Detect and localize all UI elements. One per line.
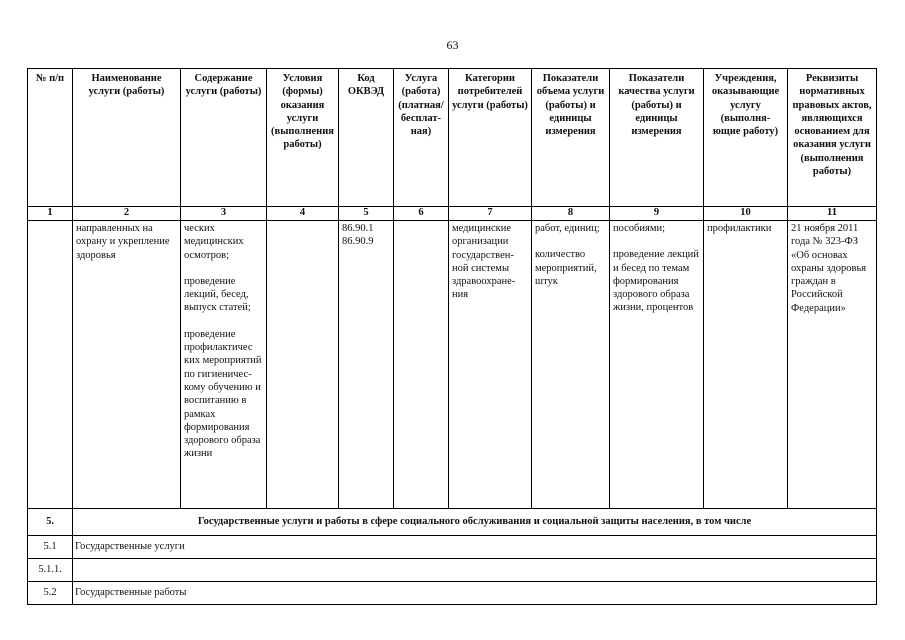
section-title: Государственные услуги: [73, 536, 877, 559]
content-item: проведение лекций, бесед, выпуск статей;: [184, 275, 251, 314]
header-cell: Код ОКВЭД: [339, 69, 394, 207]
column-number: 10: [704, 207, 788, 221]
column-number: 3: [181, 207, 267, 221]
header-cell: Показатели объема услуги (работы) и единицы измерения: [532, 69, 610, 207]
table-row: [28, 221, 877, 509]
column-number: 8: [532, 207, 610, 221]
section-row: [28, 509, 877, 536]
okved-code: 86.90.9: [342, 236, 374, 248]
page-number: 63: [446, 38, 459, 52]
column-number-row: [28, 207, 877, 221]
header-cell: Наименование услуги (работы): [73, 69, 181, 207]
volume-indicators-cell: [532, 221, 610, 509]
quality-indicators-cell: [610, 221, 704, 509]
section-number: 5.1: [28, 536, 73, 559]
column-number: 1: [28, 207, 73, 221]
column-number: 2: [73, 207, 181, 221]
section-title: Государственные работы: [73, 582, 877, 605]
column-number: 7: [449, 207, 532, 221]
section-number: 5.2: [28, 582, 73, 605]
volume-item: работ, единиц;: [535, 223, 600, 234]
header-cell: Показатели качества услуги (работы) и единицы измерения: [610, 69, 704, 207]
column-number: 11: [788, 207, 877, 221]
section-number: 5.: [28, 509, 73, 536]
section-title: Государственные услуги и работы в сфере социального обслуживания и социальной защиты населения, в том числе: [73, 509, 877, 536]
section-title: [73, 559, 877, 582]
table-header-row: [28, 69, 877, 207]
header-cell: № п/п: [28, 69, 73, 207]
header-cell: Учреждения, оказывающие услугу (выполня- ющие работу): [704, 69, 788, 207]
header-cell: Содержание услуги (работы): [181, 69, 267, 207]
content-item: проведение профилактичес ких мероприятий по гигиеничес- кому обучению и воспитанию в рамках формирования здорового образа жизни: [184, 328, 262, 460]
section-row: [28, 536, 877, 559]
paid-free-cell: [394, 221, 449, 509]
column-number: 9: [610, 207, 704, 221]
okved-code: 86.90.1: [342, 223, 374, 234]
column-number: 5: [339, 207, 394, 221]
header-cell: Условия (формы) оказания услуги (выполнения работы): [267, 69, 339, 207]
quality-item: пособиями;: [613, 223, 666, 234]
section-row: [28, 559, 877, 582]
quality-item: проведение лекций и бесед по темам формирования здорового образа жизни, процентов: [613, 249, 699, 314]
header-cell: Услуга (работа) (платная/ бесплат- ная): [394, 69, 449, 207]
section-row: [28, 582, 877, 605]
volume-item: количество мероприятий, штук: [535, 249, 597, 287]
section-number: 5.1.1.: [28, 559, 73, 582]
institutions-cell: профилактики: [704, 221, 788, 509]
service-content-cell: [181, 221, 267, 509]
header-cell: Реквизиты нормативных правовых актов, являющихся основанием для оказания услуги (выполнения работы): [788, 69, 877, 207]
column-number: 6: [394, 207, 449, 221]
column-number: 4: [267, 207, 339, 221]
legal-acts-cell: 21 ноября 2011 года № 323-ФЗ «Об основах охраны здоровья граждан в Российской Федерации»: [788, 221, 877, 509]
conditions-cell: [267, 221, 339, 509]
content-item: ческих медицинских осмотров;: [184, 223, 244, 261]
service-name-cell: направленных на охрану и укрепление здоровья: [73, 221, 181, 509]
row-number-cell: [28, 221, 73, 509]
services-table: [27, 68, 877, 605]
okved-cell: [339, 221, 394, 509]
consumers-cell: медицинские организации государствен- ной системы здравоохране- ния: [449, 221, 532, 509]
header-cell: Категории потребителей услуги (работы): [449, 69, 532, 207]
